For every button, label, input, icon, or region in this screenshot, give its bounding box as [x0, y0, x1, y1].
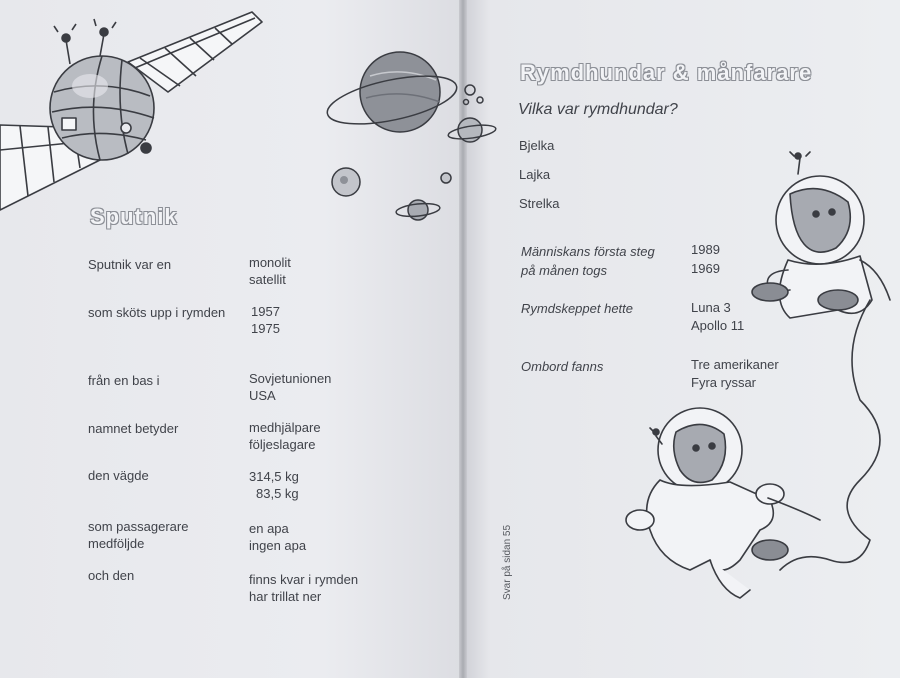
left-page-title: Sputnik	[90, 204, 178, 229]
dog-name: Bjelka	[519, 138, 555, 153]
quiz-question: på månen togs	[521, 263, 608, 278]
quiz-question: Sputnik var en	[88, 257, 172, 272]
quiz-question: och den	[88, 568, 135, 583]
quiz-option: 83,5 kg	[256, 486, 299, 501]
astronaut-dog-illustration	[620, 150, 900, 620]
planet-illustration	[320, 40, 520, 230]
quiz-option: medhjälpare	[249, 420, 321, 435]
quiz-question: medföljde	[88, 536, 145, 551]
quiz-option: en apa	[249, 521, 289, 536]
quiz-option: ingen apa	[249, 538, 307, 553]
quiz-question: Människans första steg	[521, 244, 655, 259]
quiz-option: 1989	[691, 242, 720, 257]
quiz-option: Tre amerikaner	[691, 357, 779, 372]
quiz-option: har trillat ner	[249, 589, 322, 604]
quiz-option: Apollo 11	[691, 318, 745, 333]
quiz-option: 314,5 kg	[249, 469, 299, 484]
quiz-option: 1969	[691, 261, 720, 276]
quiz-option: Sovjetunionen	[249, 371, 332, 386]
quiz-option: 1975	[251, 321, 280, 336]
dog-name: Strelka	[519, 196, 560, 211]
quiz-question: namnet betyder	[88, 421, 179, 436]
quiz-option: Luna 3	[691, 300, 731, 315]
quiz-question: den vägde	[88, 468, 149, 483]
answer-page-note: Svar på sidan 55	[502, 524, 513, 600]
right-page-title: Rymdhundar & månfarare	[520, 60, 813, 85]
quiz-question: Ombord fanns	[521, 359, 604, 374]
quiz-option: USA	[249, 388, 276, 403]
quiz-option: 1957	[251, 304, 280, 319]
quiz-question: Rymdskeppet hette	[521, 301, 634, 316]
quiz-option: monolit	[249, 255, 291, 270]
quiz-option: finns kvar i rymden	[249, 572, 359, 587]
quiz-option: Fyra ryssar	[691, 375, 756, 390]
quiz-question: som passagerare	[88, 519, 189, 534]
dog-name: Lajka	[519, 167, 551, 182]
quiz-option: satellit	[249, 272, 286, 287]
quiz-question: som sköts upp i rymden	[88, 305, 226, 320]
quiz-question: från en bas i	[88, 373, 160, 388]
quiz-option: följeslagare	[249, 437, 316, 452]
right-page-subtitle: Vilka var rymdhundar?	[518, 101, 678, 118]
